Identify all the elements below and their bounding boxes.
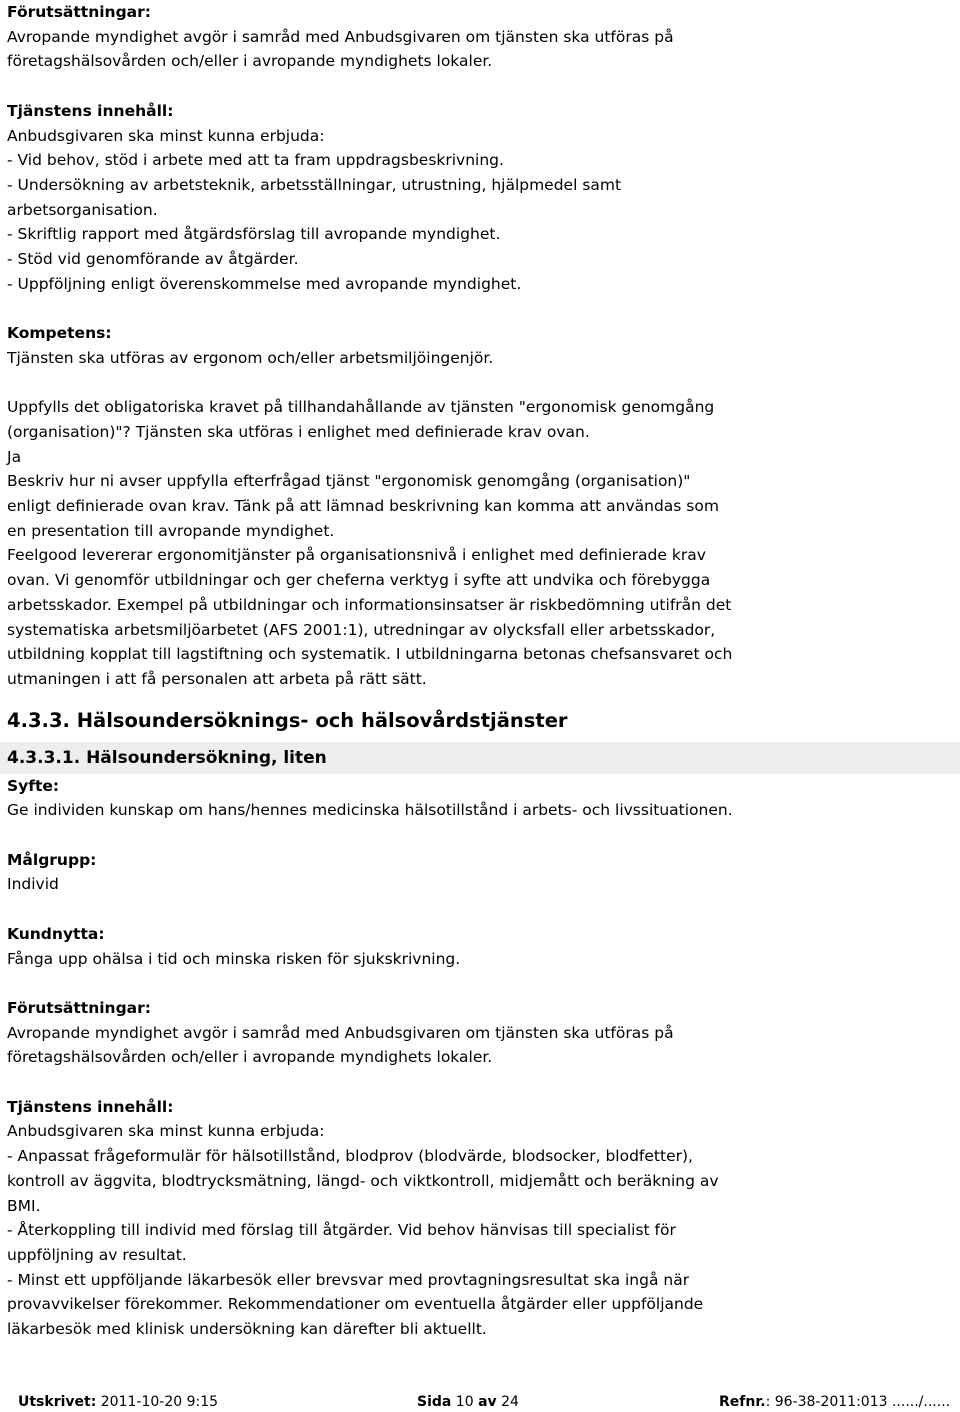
answer-ja: Ja	[7, 447, 22, 466]
text-line: Avropande myndighet avgör i samråd med Anbudsgivaren om tjänsten ska utföras på	[7, 1023, 674, 1042]
heading-tjanstens-innehall-2: Tjänstens innehåll:	[7, 1097, 174, 1116]
text-line: - Återkoppling till individ med förslag till åtgärder. Vid behov hänvisas till specialist för	[7, 1221, 676, 1240]
text-line: Avropande myndighet avgör i samråd med Anbudsgivaren om tjänsten ska utföras på	[7, 27, 674, 46]
text-line: - Undersökning av arbetsteknik, arbetsställningar, utrustning, hjälpmedel samt	[7, 175, 622, 194]
text-line: BMI.	[7, 1196, 41, 1215]
text-line: Individ	[7, 875, 59, 894]
spacer	[7, 74, 957, 99]
text-line: (organisation)"? Tjänsten ska utföras i enlighet med definierade krav ovan.	[7, 422, 590, 441]
spacer	[7, 823, 957, 848]
text-line: - Vid behov, stöd i arbete med att ta fram uppdragsbeskrivning.	[7, 151, 504, 170]
text-line: utmaningen i att få personalen att arbeta på rätt sätt.	[7, 669, 427, 688]
text-line: utbildning kopplat till lagstiftning och systematik. I utbildningarna betonas chefsansvaret och	[7, 645, 733, 664]
text-line: systematiska arbetsmiljöarbetet (AFS 2001:1), utredningar av olycksfall eller arbetsskador,	[7, 620, 716, 639]
spacer	[7, 1070, 957, 1095]
text-line: Beskriv hur ni avser uppfylla efterfrågad tjänst "ergonomisk genomgång (organisation)"	[7, 472, 691, 491]
text-line: kontroll av äggvita, blodtrycksmätning, längd- och viktkontroll, midjemått och beräkning av	[7, 1171, 719, 1190]
text-line: provavvikelser förekommer. Rekommendationer om eventuella åtgärder eller uppföljande	[7, 1295, 704, 1314]
heading-syfte: Syfte:	[7, 776, 60, 795]
spacer	[7, 692, 957, 700]
text-line: ovan. Vi genomför utbildningar och ger cheferna verktyg i syfte att undvika och förebygga	[7, 571, 711, 590]
subsection-title: 4.3.3.1. Hälsoundersökning, liten	[0, 742, 960, 774]
footer-printed-value: 2011-10-20 9:15	[96, 1394, 219, 1410]
text-line: Ge individen kunskap om hans/hennes medicinska hälsotillstånd i arbets- och livssituationen.	[7, 801, 733, 820]
text-line: företagshälsovården och/eller i avropande myndighets lokaler.	[7, 52, 493, 71]
text-line: Fånga upp ohälsa i tid och minska risken för sjukskrivning.	[7, 949, 461, 968]
text-line: läkarbesök med klinisk undersökning kan därefter bli aktuellt.	[7, 1320, 487, 1339]
text-line: - Stöd vid genomförande av åtgärder.	[7, 250, 299, 269]
document-page	[7, 0, 957, 1342]
text-line: arbetsorganisation.	[7, 200, 158, 219]
heading-malgrupp: Målgrupp:	[7, 850, 97, 869]
spacer	[7, 897, 957, 922]
footer-ref-label: Refnr.	[719, 1394, 766, 1410]
heading-forutsattningar: Förutsättningar:	[7, 3, 151, 21]
footer-ref-value: : 96-38-2011:013 ....../......	[765, 1394, 951, 1410]
text-line: Anbudsgivaren ska minst kunna erbjuda:	[7, 126, 325, 145]
spacer	[7, 371, 957, 396]
text-line: företagshälsovården och/eller i avropande myndighets lokaler.	[7, 1048, 493, 1067]
text-line: Feelgood levererar ergonomitjänster på organisationsnivå i enlighet med definierade krav	[7, 546, 706, 565]
heading-kompetens: Kompetens:	[7, 324, 112, 343]
text-line: - Skriftlig rapport med åtgärdsförslag till avropande myndighet.	[7, 225, 501, 244]
footer-reference	[719, 1392, 950, 1412]
text-line: arbetsskador. Exempel på utbildningar och informationsinsatser är riskbedömning utifrån det	[7, 595, 732, 614]
text-line: Uppfylls det obligatoriska kravet på tillhandahållande av tjänsten "ergonomisk genomgång	[7, 398, 715, 417]
text-line: - Anpassat frågeformulär för hälsotillstånd, blodprov (blodvärde, blodsocker, blodfetter),	[7, 1147, 693, 1166]
text-line: en presentation till avropande myndighet.	[7, 521, 335, 540]
page-footer	[0, 1392, 960, 1412]
text-line: Anbudsgivaren ska minst kunna erbjuda:	[7, 1122, 325, 1141]
text-line: uppföljning av resultat.	[7, 1245, 187, 1264]
text-line: Tjänsten ska utföras av ergonom och/eller arbetsmiljöingenjör.	[7, 348, 494, 367]
heading-tjanstens-innehall: Tjänstens innehåll:	[7, 101, 174, 120]
spacer	[7, 971, 957, 996]
heading-forutsattningar-2: Förutsättningar:	[7, 998, 151, 1017]
footer-page-total: 24	[496, 1394, 519, 1410]
text-line: - Uppföljning enligt överenskommelse med avropande myndighet.	[7, 274, 522, 293]
heading-kundnytta: Kundnytta:	[7, 924, 105, 943]
spacer	[7, 296, 957, 321]
text-line: enligt definierade ovan krav. Tänk på att lämnad beskrivning kan komma att användas som	[7, 497, 719, 516]
section-title: 4.3.3. Hälsoundersöknings- och hälsovårdstjänster	[7, 708, 568, 732]
footer-page-current: 10	[451, 1394, 479, 1410]
footer-page-of: av	[478, 1394, 497, 1410]
footer-printed-label: Utskrivet:	[18, 1394, 97, 1410]
footer-page-label: Sida	[417, 1394, 452, 1410]
footer-page-number	[417, 1392, 519, 1412]
text-line: - Minst ett uppföljande läkarbesök eller brevsvar med provtagningsresultat ska ingå när	[7, 1270, 690, 1289]
footer-printed	[18, 1392, 218, 1412]
